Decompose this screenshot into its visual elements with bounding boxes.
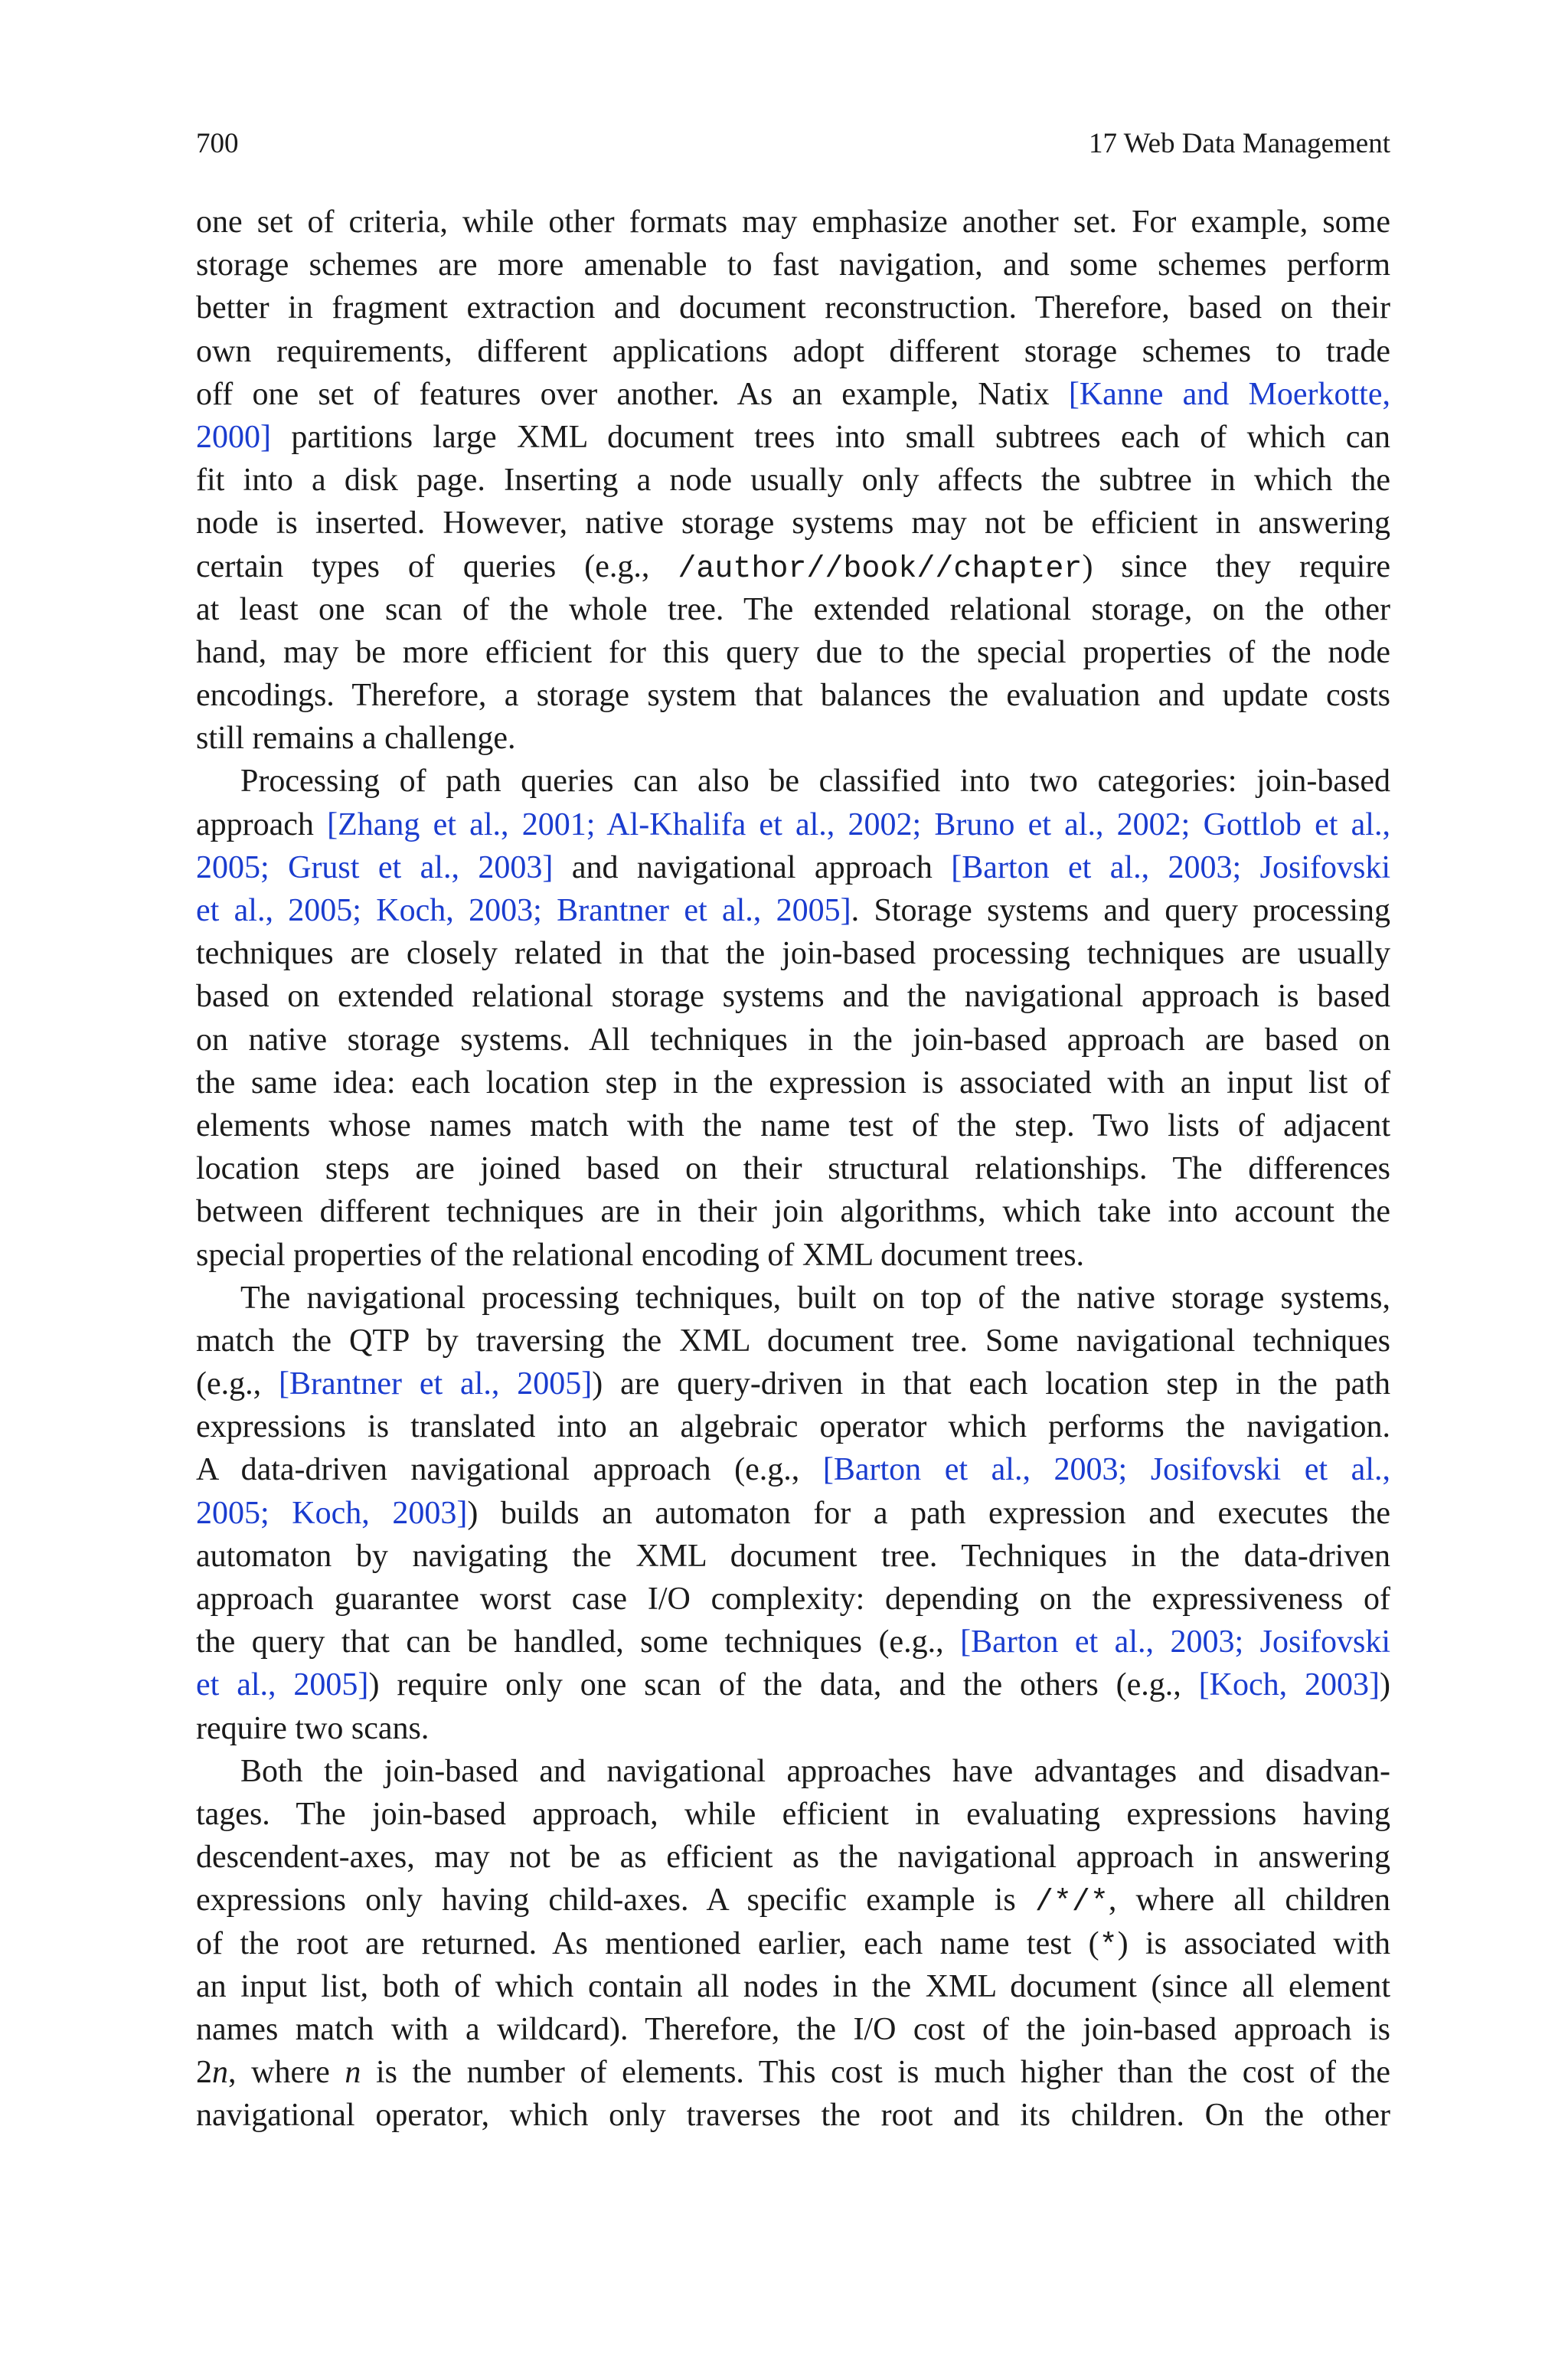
text-run: Processing of path queries can also be classified into two categories: join-based [240, 764, 1390, 800]
citation-link[interactable]: 2005; Koch, 2003] [196, 1495, 468, 1531]
text-line [196, 502, 1390, 545]
text-run: expressions is translated into an algebraic operator which performs the navigation. [196, 1409, 1390, 1445]
citation-link[interactable]: [Kanne and Moerkotte, [1068, 376, 1390, 412]
text-run: one set of criteria, while other formats may emphasize another set. For example, some [196, 204, 1390, 240]
text-line [196, 2051, 1390, 2094]
text-run: A data-driven navigational approach (e.g., [196, 1452, 823, 1488]
text-run: hand, may be more efficient for this query due to the special properties of the node [196, 634, 1390, 670]
citation-link[interactable]: et al., 2005; Koch, 2003; Brantner et al., 2005] [196, 893, 851, 928]
text-run: expressions only having child-axes. A specific example is [196, 1882, 1035, 1918]
code-span: /*/* [1034, 1886, 1109, 1921]
text-line [196, 1320, 1390, 1362]
text-run: partitions large XML document trees into small subtrees each of which can [271, 419, 1390, 455]
text-run: tages. The join-based approach, while efficient in evaluating expressions having [196, 1796, 1390, 1832]
text-line [196, 1061, 1390, 1104]
citation-link[interactable]: [Koch, 2003] [1198, 1667, 1380, 1703]
text-run: (e.g., [196, 1366, 279, 1402]
italic-math: n [345, 2055, 361, 2091]
text-run: Both the join-based and navigational approaches have advantages and disadvan- [240, 1753, 1390, 1789]
text-run: , where all children [1108, 1882, 1390, 1918]
text-line [196, 330, 1390, 373]
text-line [196, 1922, 1390, 1965]
text-run: descendent-axes, may not be as efficient as the navigational approach in answering [196, 1840, 1390, 1876]
paragraph [196, 760, 1390, 1276]
text-line [196, 1362, 1390, 1405]
citation-link[interactable]: [Brantner et al., 2005] [279, 1366, 593, 1402]
text-line [196, 1405, 1390, 1448]
text-line [196, 1663, 1390, 1706]
text-run: elements whose names match with the name test of the step. Two lists of adjacent [196, 1107, 1390, 1143]
text-line [196, 373, 1390, 416]
text-line [196, 760, 1390, 803]
text-line [196, 1836, 1390, 1879]
text-run: certain types of queries (e.g., [196, 548, 678, 584]
text-run: automaton by navigating the XML document tree. Techniques in the data-driven [196, 1538, 1390, 1574]
citation-link[interactable]: 2000] [196, 419, 271, 455]
text-run: approach guarantee worst case I/O complexity: depending on the expressiveness of [196, 1582, 1390, 1617]
paragraph [196, 1277, 1390, 1750]
text-line [196, 889, 1390, 932]
italic-math: n [212, 2055, 228, 2091]
text-run: ) are query-driven in that each location step in the path [592, 1366, 1390, 1402]
text-run: of the root are returned. As mentioned earlier, each name test ( [196, 1925, 1099, 1961]
text-line [196, 1147, 1390, 1190]
text-run: special properties of the relational encoding of XML document trees. [196, 1237, 1085, 1273]
text-run: on native storage systems. All techniques in the join-based approach are based on [196, 1022, 1390, 1058]
text-line [196, 631, 1390, 674]
code-span: /author//book//chapter [678, 551, 1083, 587]
text-line [196, 803, 1390, 846]
text-run: ) [1380, 1667, 1391, 1703]
text-line [196, 244, 1390, 286]
text-line [196, 1750, 1390, 1793]
paragraph [196, 201, 1390, 760]
text-run: ) since they require [1082, 548, 1390, 584]
text-line [196, 1448, 1390, 1491]
text-line [196, 1492, 1390, 1535]
citation-link[interactable]: [Barton et al., 2003; Josifovski [960, 1624, 1390, 1660]
text-run: techniques are closely related in that the join-based processing techniques are usually [196, 936, 1390, 972]
text-run: off one set of features over another. As an example, Natix [196, 376, 1069, 412]
text-run: at least one scan of the whole tree. The extended relational storage, on the other [196, 591, 1390, 627]
citation-link[interactable]: 2005; Grust et al., 2003] [196, 849, 554, 885]
text-run: location steps are joined based on their structural relationships. The differences [196, 1151, 1390, 1187]
text-run: names match with a wildcard). Therefore, the I/O cost of the join-based approach is [196, 2011, 1390, 2047]
text-line [196, 1277, 1390, 1320]
text-line [196, 1965, 1390, 2008]
text-line [196, 2094, 1390, 2137]
text-run: an input list, both of which contain all nodes in the XML document (since all element [196, 1968, 1390, 2004]
text-line [196, 1190, 1390, 1233]
text-line [196, 846, 1390, 889]
text-run: node is inserted. However, native storage systems may not be efficient in answering [196, 505, 1390, 541]
paragraph [196, 1750, 1390, 2138]
text-run: between different techniques are in their join algorithms, which take into account the [196, 1194, 1390, 1230]
text-line [196, 1578, 1390, 1621]
text-run: storage schemes are more amenable to fast navigation, and some schemes perform [196, 247, 1390, 283]
text-line [196, 286, 1390, 329]
text-line [196, 674, 1390, 717]
chapter-title: 17 Web Data Management [1089, 128, 1390, 159]
citation-link[interactable]: [Barton et al., 2003; Josifovski et al., [822, 1452, 1390, 1488]
text-run: require two scans. [196, 1710, 430, 1746]
text-run: . Storage systems and query processing [851, 893, 1390, 928]
text-line [196, 545, 1390, 588]
body-text [196, 201, 1390, 2137]
text-line [196, 1793, 1390, 1836]
text-line [196, 1019, 1390, 1061]
text-run: the query that can be handled, some techniques (e.g., [196, 1624, 961, 1660]
text-line [196, 717, 1390, 760]
citation-link[interactable]: et al., 2005] [196, 1667, 369, 1703]
code-span: * [1099, 1928, 1118, 1964]
running-head [196, 127, 1390, 161]
text-run: the same idea: each location step in the expression is associated with an input list of [196, 1065, 1390, 1101]
text-line [196, 1707, 1390, 1750]
text-line [196, 1234, 1390, 1277]
text-run: better in fragment extraction and document reconstruction. Therefore, based on their [196, 290, 1390, 326]
text-run: own requirements, different applications adopt different storage schemes to trade [196, 333, 1390, 369]
text-run: , where [228, 2055, 345, 2091]
text-run: approach [196, 806, 328, 842]
text-run: is the number of elements. This cost is much higher than the cost of the [361, 2055, 1390, 2091]
text-run: and navigational approach [553, 849, 952, 885]
page-number: 700 [196, 128, 239, 159]
text-line [196, 1104, 1390, 1147]
text-run: still remains a challenge. [196, 721, 516, 757]
text-run: navigational operator, which only traverses the root and its children. On the other [196, 2098, 1390, 2134]
text-line [196, 2008, 1390, 2051]
text-line [196, 416, 1390, 459]
text-run: based on extended relational storage systems and the navigational approach is based [196, 979, 1390, 1015]
text-run: encodings. Therefore, a storage system that balances the evaluation and update costs [196, 678, 1390, 714]
text-run: The navigational processing techniques, built on top of the native storage systems, [240, 1280, 1390, 1316]
text-line [196, 1535, 1390, 1578]
text-run: ) builds an automaton for a path expression and executes the [467, 1495, 1390, 1531]
text-line [196, 1621, 1390, 1663]
text-run: 2 [196, 2055, 212, 2091]
text-line [196, 588, 1390, 631]
text-line [196, 201, 1390, 244]
text-line [196, 932, 1390, 975]
text-line [196, 459, 1390, 502]
text-line [196, 975, 1390, 1018]
citation-link[interactable]: [Barton et al., 2003; Josifovski [951, 849, 1391, 885]
text-run: fit into a disk page. Inserting a node usually only affects the subtree in which the [196, 463, 1390, 499]
text-run: ) is associated with [1117, 1925, 1390, 1961]
text-line [196, 1879, 1390, 1922]
text-run: match the QTP by traversing the XML document tree. Some navigational techniques [196, 1323, 1390, 1359]
citation-link[interactable]: [Zhang et al., 2001; Al-Khalifa et al., 2002; Bruno et al., 2002; Gottlob et al., [327, 806, 1390, 842]
text-run: ) require only one scan of the data, and the others (e.g., [368, 1667, 1199, 1703]
